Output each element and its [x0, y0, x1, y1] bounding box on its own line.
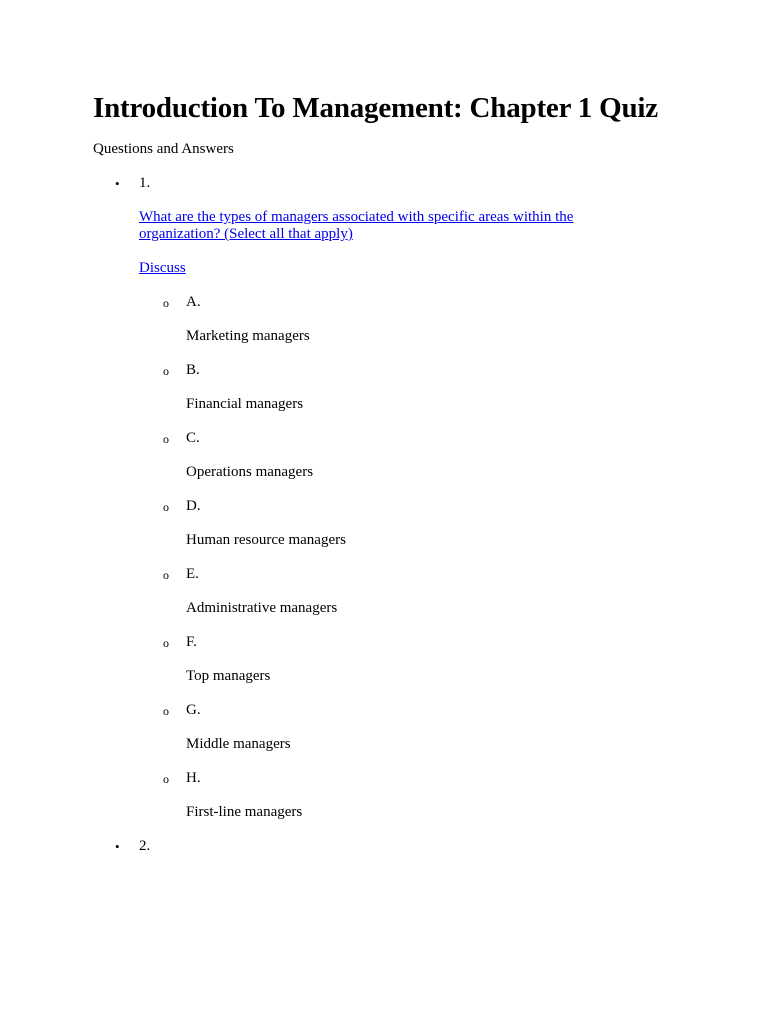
discuss-link[interactable]: Discuss — [139, 260, 186, 276]
option-letter: C. — [186, 430, 200, 446]
question-list — [93, 175, 693, 855]
option-text: Human resource managers — [186, 532, 346, 548]
question-number: 1. — [139, 175, 151, 191]
question-item-1 — [93, 175, 693, 821]
circle-bullet-icon: o — [163, 500, 169, 514]
question-link[interactable]: What are the types of managers associated with specific areas within the organization? (Select all that apply) — [139, 209, 574, 242]
circle-bullet-icon: o — [163, 364, 169, 378]
option-text: Financial managers — [186, 396, 304, 412]
option-letter: A. — [186, 294, 201, 310]
circle-bullet-icon: o — [163, 636, 169, 650]
option-item-c — [139, 430, 693, 481]
question-number: 2. — [139, 838, 151, 854]
option-letter: D. — [186, 498, 201, 514]
option-list — [139, 294, 693, 821]
option-item-b — [139, 362, 693, 413]
option-text: Administrative managers — [186, 600, 338, 616]
option-item-e — [139, 566, 693, 617]
option-item-f — [139, 634, 693, 685]
option-text: Marketing managers — [186, 328, 310, 344]
page-title: Introduction To Management: Chapter 1 Quiz — [93, 92, 658, 124]
circle-bullet-icon: o — [163, 296, 169, 310]
circle-bullet-icon: o — [163, 772, 169, 786]
option-text: Middle managers — [186, 736, 291, 752]
option-item-d — [139, 498, 693, 549]
option-text: Top managers — [186, 668, 271, 684]
circle-bullet-icon: o — [163, 432, 169, 446]
option-item-g — [139, 702, 693, 753]
option-letter: G. — [186, 702, 201, 718]
page-subtitle: Questions and Answers — [93, 141, 234, 157]
option-item-h — [139, 770, 693, 821]
option-text: First-line managers — [186, 804, 303, 820]
option-letter: E. — [186, 566, 199, 582]
circle-bullet-icon: o — [163, 704, 169, 718]
bullet-icon: • — [115, 839, 120, 854]
option-letter: F. — [186, 634, 197, 650]
bullet-icon: • — [115, 176, 120, 191]
question-item-2 — [93, 838, 693, 855]
circle-bullet-icon: o — [163, 568, 169, 582]
option-letter: H. — [186, 770, 201, 786]
option-text: Operations managers — [186, 464, 314, 480]
document-page — [93, 92, 693, 872]
option-item-a — [139, 294, 693, 345]
option-letter: B. — [186, 362, 200, 378]
